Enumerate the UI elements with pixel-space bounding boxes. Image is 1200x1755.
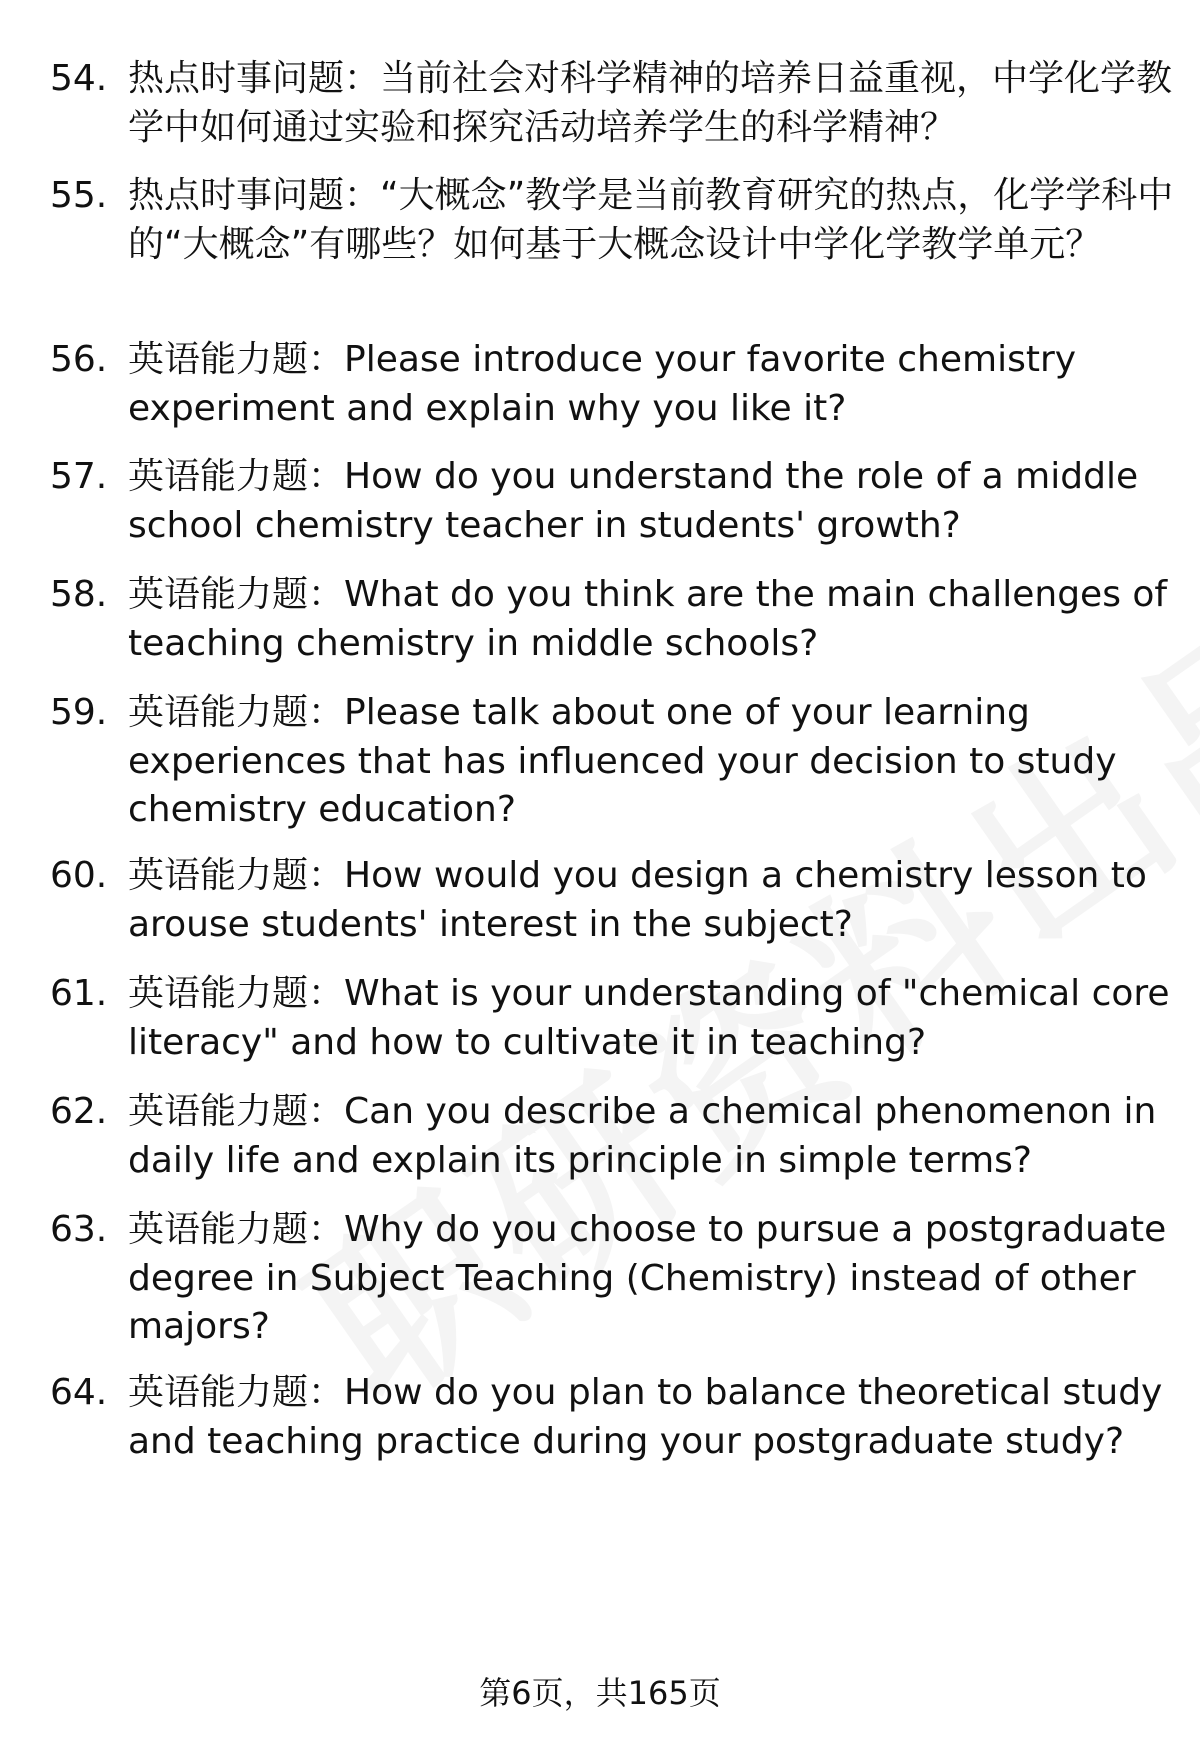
question-text: 热点时事问题：“大概念”教学是当前教育研究的热点，化学学科中的“大概念”有哪些？如何基于大概念设计中学化学教学单元？	[128, 175, 1174, 265]
question-text: 英语能力题：Please talk about one of your learning experiences that has influenced your decision to study chemistry education?	[128, 692, 1117, 830]
question-number: 55.	[50, 175, 108, 216]
question-text: 英语能力题：What is your understanding of "chemical core literacy" and how to cultivate it in teaching?	[128, 973, 1170, 1063]
question-text: 英语能力题：Please introduce your favorite chemistry experiment and explain why you like it?	[128, 339, 1077, 429]
question-text: 英语能力题：Can you describe a chemical phenomenon in daily life and explain its principle in simple terms?	[128, 1091, 1157, 1181]
question-number: 58.	[50, 574, 108, 615]
question-number: 61.	[50, 973, 108, 1014]
question-number: 64.	[50, 1372, 108, 1413]
question-number: 56.	[50, 339, 108, 380]
question-number: 57.	[50, 456, 108, 497]
question-text: 英语能力题：How do you plan to balance theoretical study and teaching practice during your postgraduate study?	[128, 1372, 1163, 1462]
question-number: 59.	[50, 692, 108, 733]
question-text: 热点时事问题：当前社会对科学精神的培养日益重视，中学化学教学中如何通过实验和探究活动培养学生的科学精神？	[128, 58, 1173, 148]
question-text: 英语能力题：Why do you choose to pursue a postgraduate degree in Subject Teaching (Chemistry) instead of other majors?	[128, 1209, 1167, 1347]
question-number: 62.	[50, 1091, 108, 1132]
question-number: 60.	[50, 855, 108, 896]
question-text: 英语能力题：How would you design a chemistry lesson to arouse students' interest in the subject?	[128, 855, 1147, 945]
question-text: 英语能力题：What do you think are the main challenges of teaching chemistry in middle schools?	[128, 574, 1168, 664]
question-number: 54.	[50, 58, 108, 99]
question-text: 英语能力题：How do you understand the role of a middle school chemistry teacher in students' growth?	[128, 456, 1139, 546]
question-number: 63.	[50, 1209, 108, 1250]
page-number-footer: 第6页，共165页	[479, 1674, 721, 1712]
